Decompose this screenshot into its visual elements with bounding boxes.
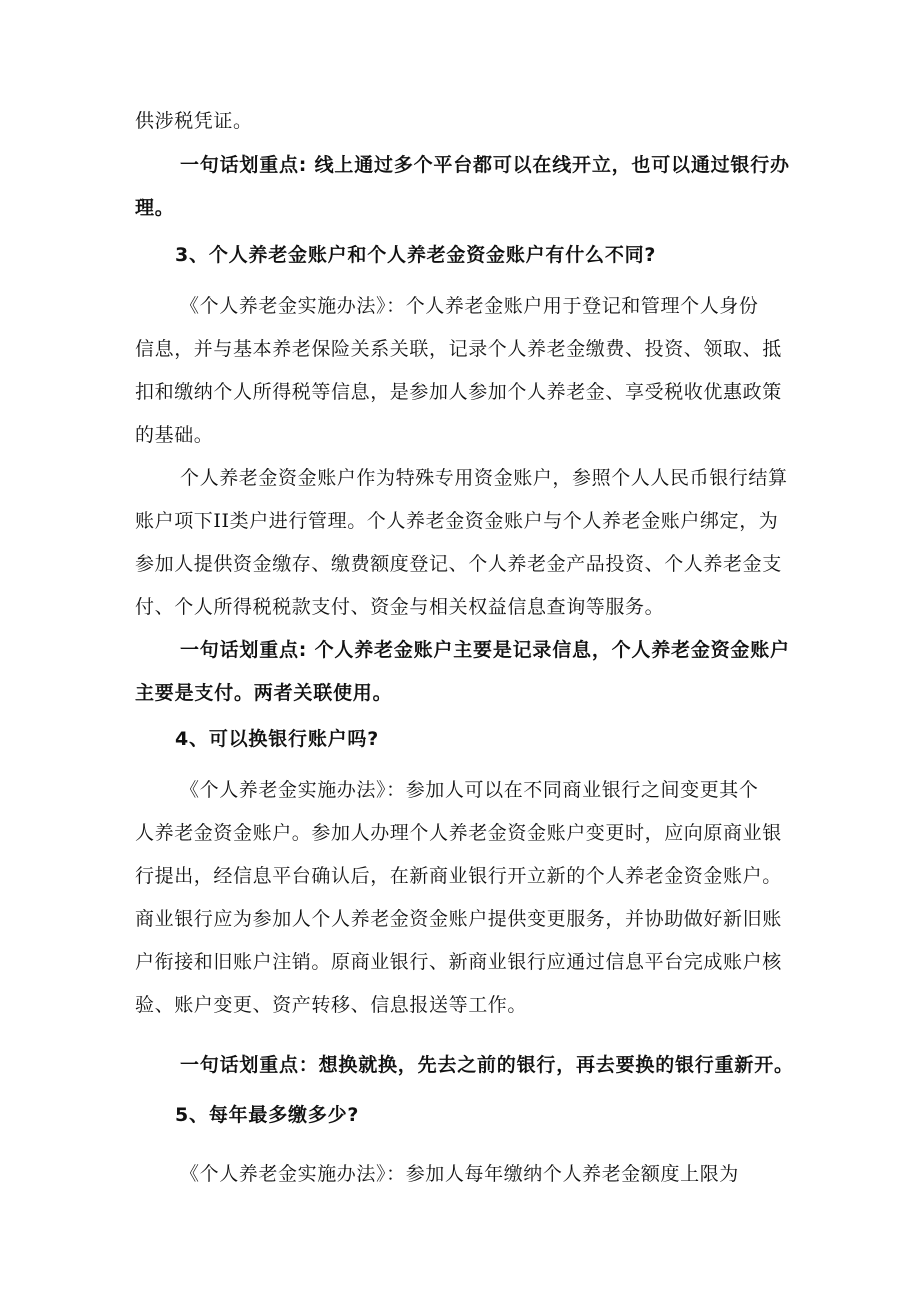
paragraph-line: 户衔接和旧账户注销。原商业银行、新商业银行应通过信息平台完成账户核 xyxy=(135,951,782,973)
paragraph-line: 《个人养老金实施办法》：参加人可以在不同商业银行之间变更其个 xyxy=(180,779,759,801)
paragraph-line: 付、个人所得税税款支付、资金与相关权益信息查询等服务。 xyxy=(135,596,665,618)
section-heading-3: 3、个人养老金账户和个人养老金资金账户有什么不同? xyxy=(175,244,657,266)
paragraph-line: 行提出，经信息平台确认后，在新商业银行开立新的个人养老金资金账户。 xyxy=(135,865,782,887)
paragraph-line: 商业银行应为参加人个人养老金资金账户提供变更服务，并协助做好新旧账 xyxy=(135,908,782,930)
paragraph-line: 信息，并与基本养老保险关系关联，记录个人养老金缴费、投资、领取、抵 xyxy=(135,338,782,360)
paragraph-line: 扣和缴纳个人所得税等信息，是参加人参加个人养老金、享受税收优惠政策 xyxy=(135,381,782,403)
paragraph-line: 《个人养老金实施办法》：个人养老金账户用于登记和管理个人身份 xyxy=(180,295,759,317)
key-point-line: 理。 xyxy=(135,197,175,219)
section-heading-5: 5、每年最多缴多少? xyxy=(175,1104,360,1126)
paragraph-line: 账户项下II类户进行管理。个人养老金资金账户与个人养老金账户绑定，为 xyxy=(135,510,779,532)
text-line: 供涉税凭证。 xyxy=(135,110,253,132)
section-heading-4: 4、可以换银行账户吗? xyxy=(175,728,380,750)
paragraph-line: 个人养老金资金账户作为特殊专用资金账户，参照个人人民币银行结算 xyxy=(180,467,788,489)
paragraph-line: 《个人养老金实施办法》：参加人每年缴纳个人养老金额度上限为 xyxy=(180,1163,739,1185)
key-point-line: 一句话划重点：想换就换，先去之前的银行，再去要换的银行重新开。 xyxy=(180,1054,794,1076)
key-point-line: 主要是支付。两者关联使用。 xyxy=(135,682,393,704)
key-point-line: 一句话划重点: 线上通过多个平台都可以在线开立，也可以通过银行办 xyxy=(180,154,790,176)
paragraph-line: 验、账户变更、资产转移、信息报送等工作。 xyxy=(135,994,528,1016)
key-point-line: 一句话划重点: 个人养老金账户主要是记录信息，个人养老金资金账户 xyxy=(180,639,790,661)
paragraph-line: 的基础。 xyxy=(135,424,214,446)
paragraph-line: 人养老金资金账户。参加人办理个人养老金资金账户变更时，应向原商业银 xyxy=(135,822,782,844)
paragraph-line: 参加人提供资金缴存、缴费额度登记、个人养老金产品投资、个人养老金支 xyxy=(135,553,782,575)
